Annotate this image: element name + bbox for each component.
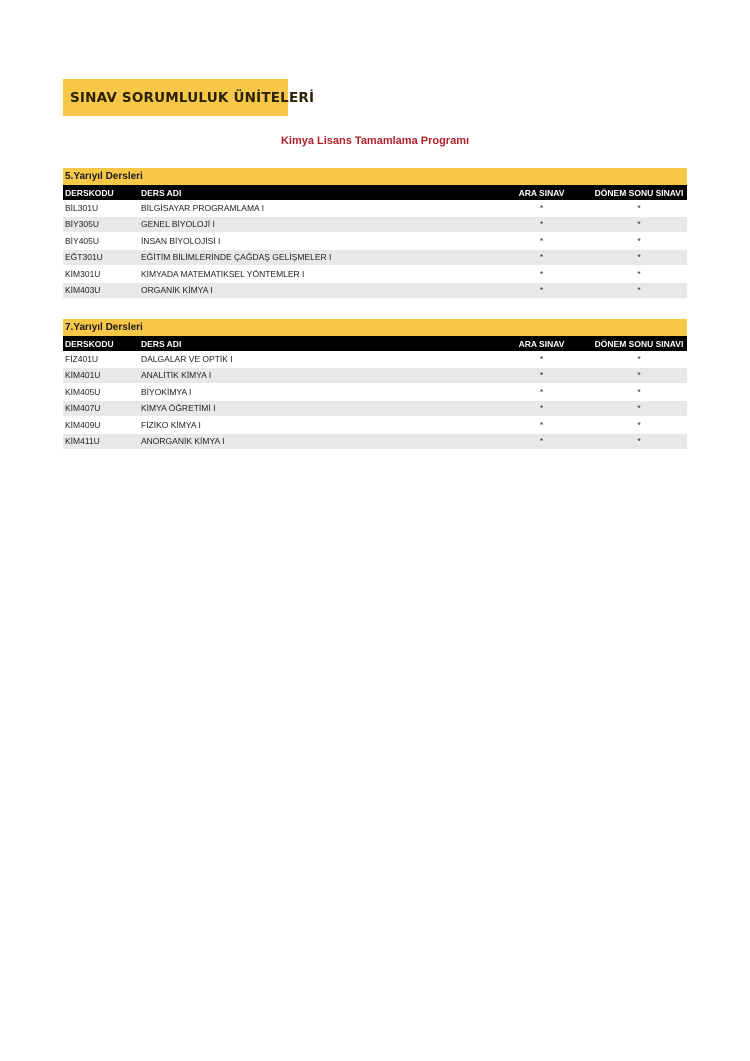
col-header-donem-sonu: DÖNEM SONU SINAVI [591,336,687,351]
ara-sinav-cell: * [492,282,591,299]
course-code-cell: BİL301U [63,200,139,216]
table-row [63,433,687,450]
col-header-ara-sinav: ARA SINAV [492,185,591,200]
col-header-ara-sinav: ARA SINAV [492,336,591,351]
ara-sinav-cell: * [492,384,591,401]
table-row [63,266,687,283]
semester-section [63,319,687,450]
donem-sonu-cell: * [591,351,687,367]
table-row [63,351,687,367]
course-name-cell: KİMYA ÖĞRETİMİ I [139,400,492,417]
donem-sonu-cell: * [591,400,687,417]
ara-sinav-cell: * [492,266,591,283]
banner-title: SINAV SORUMLULUK ÜNİTELERİ [70,89,315,106]
donem-sonu-cell: * [591,200,687,216]
donem-sonu-cell: * [591,417,687,434]
section-title: 7.Yarıyıl Dersleri [63,319,687,336]
course-name-cell: ORGANİK KİMYA I [139,282,492,299]
donem-sonu-cell: * [591,384,687,401]
course-name-cell: ANORGANİK KİMYA I [139,433,492,450]
table-row [63,200,687,216]
course-code-cell: BİY405U [63,233,139,250]
course-code-cell: KİM401U [63,367,139,384]
ara-sinav-cell: * [492,351,591,367]
ara-sinav-cell: * [492,200,591,216]
ara-sinav-cell: * [492,433,591,450]
col-header-name: DERS ADI [139,336,492,351]
ara-sinav-cell: * [492,367,591,384]
table-row [63,384,687,401]
donem-sonu-cell: * [591,282,687,299]
col-header-code: DERSKODU [63,185,139,200]
course-name-cell: İNSAN BİYOLOJİSİ I [139,233,492,250]
course-code-cell: KİM409U [63,417,139,434]
table-row [63,417,687,434]
course-code-cell: BİY305U [63,216,139,233]
course-code-cell: KİM407U [63,400,139,417]
course-name-cell: EĞİTİM BİLİMLERİNDE ÇAĞDAŞ GELİŞMELER I [139,249,492,266]
title-banner [63,79,315,116]
donem-sonu-cell: * [591,233,687,250]
table-row [63,367,687,384]
col-header-code: DERSKODU [63,336,139,351]
header-row [63,336,687,351]
donem-sonu-cell: * [591,249,687,266]
section-title: 5.Yarıyıl Dersleri [63,168,687,185]
table-row [63,233,687,250]
course-name-cell: BİLGİSAYAR PROGRAMLAMA I [139,200,492,216]
ara-sinav-cell: * [492,233,591,250]
program-title: Kimya Lisans Tamamlama Programı [280,135,470,147]
course-code-cell: KİM405U [63,384,139,401]
ara-sinav-cell: * [492,417,591,434]
semester-section [63,168,687,299]
table-row [63,400,687,417]
course-name-cell: BİYOKİMYA I [139,384,492,401]
course-name-cell: DALGALAR VE OPTİK I [139,351,492,367]
course-name-cell: GENEL BİYOLOJİ I [139,216,492,233]
table-row [63,249,687,266]
ara-sinav-cell: * [492,216,591,233]
donem-sonu-cell: * [591,266,687,283]
course-table [63,336,687,450]
donem-sonu-cell: * [591,433,687,450]
course-code-cell: FİZ401U [63,351,139,367]
course-name-cell: FİZİKO KİMYA I [139,417,492,434]
course-code-cell: KİM301U [63,266,139,283]
header-row [63,185,687,200]
course-name-cell: ANALİTİK KİMYA I [139,367,492,384]
ara-sinav-cell: * [492,400,591,417]
course-code-cell: KİM411U [63,433,139,450]
donem-sonu-cell: * [591,367,687,384]
course-table [63,185,687,299]
course-code-cell: KİM403U [63,282,139,299]
table-row [63,282,687,299]
ara-sinav-cell: * [492,249,591,266]
col-header-name: DERS ADI [139,185,492,200]
course-code-cell: EĞT301U [63,249,139,266]
col-header-donem-sonu: DÖNEM SONU SINAVI [591,185,687,200]
donem-sonu-cell: * [591,216,687,233]
course-name-cell: KİMYADA MATEMATİKSEL YÖNTEMLER I [139,266,492,283]
table-row [63,216,687,233]
